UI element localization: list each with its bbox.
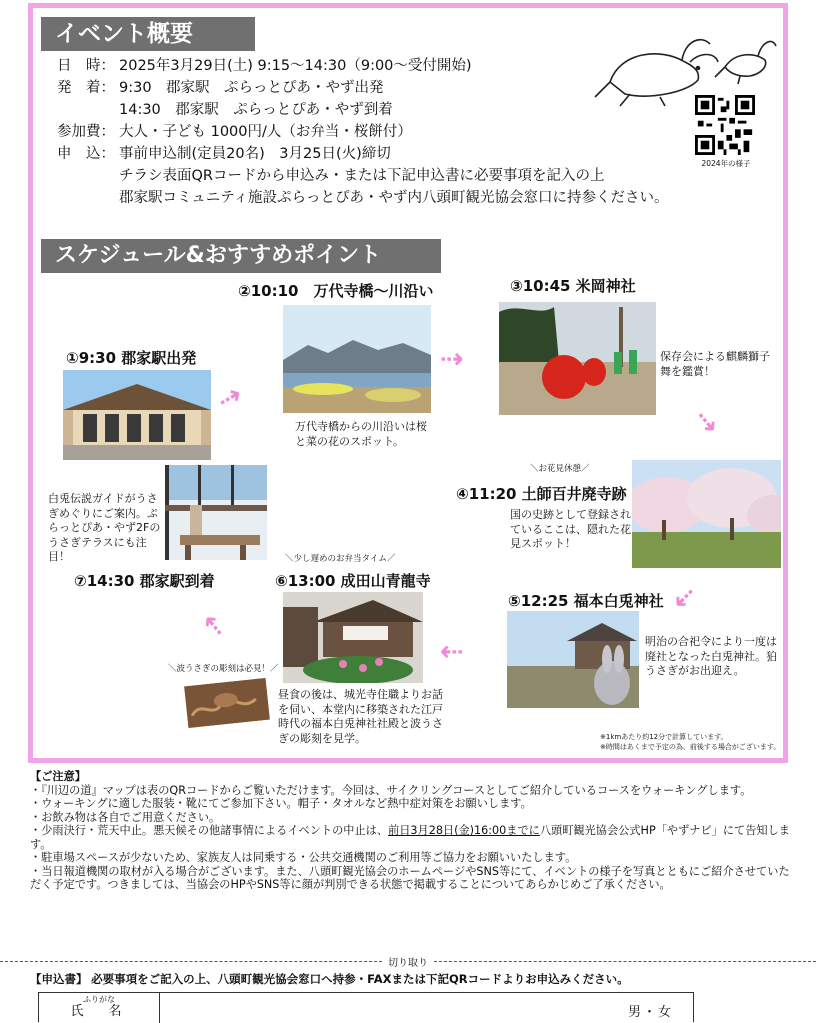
arrow-5-to-6: ⇢ — [440, 636, 464, 669]
application-label: 【申込書】 — [30, 972, 88, 986]
name-label-cell — [39, 993, 160, 1023]
step-4-title: ④11:20 土師百井廃寺跡 — [456, 485, 627, 503]
cut-label: 切り取り — [382, 954, 434, 969]
arrow-2-to-3: ⇢ — [440, 342, 464, 375]
rabbit-shrine-photo — [507, 611, 639, 708]
note-4: ・少雨決行・荒天中止。悪天候その他諸事情によるイベントの中止は、前日3月28日(金)16:00までに八頭町観光協会公式HP「やずナビ」にて告知します。 — [30, 824, 790, 851]
qr-code[interactable] — [695, 95, 755, 155]
sex-selector[interactable]: 男・女 — [627, 1005, 673, 1020]
footnote-2: ※時間はあくまで予定の為、前後する場合がございます。 — [600, 743, 781, 751]
step-5-title: ⑤12:25 福本白兎神社 — [508, 592, 664, 610]
arrival-row: 14:30 郡家駅 ぷらっとぴあ・やず到着 — [119, 102, 393, 118]
wave-rabbit-carving-photo — [184, 678, 270, 728]
temple-photo — [283, 592, 423, 683]
cut-line — [0, 955, 816, 967]
departure-row: 発 着： 9:30 郡家駅 ぷらっとぴあ・やず出発 — [57, 80, 384, 96]
step-7-title: ⑦14:30 郡家駅到着 — [74, 572, 215, 590]
step-6-desc: 昼食の後は、城光寺住職よりお話を伺い、本堂内に移築された江戸時代の福本白兎神社社殿と波うさぎの彫刻を見学。 — [278, 688, 443, 745]
note-5: ・駐車場スペースが少ないため、家族友人は同乗する・公共交通機関のご利用等ご協力をお願いいたします。 — [30, 851, 577, 864]
apply-row: 申 込： 事前申込制(定員20名) 3月25日(火)締切 — [57, 146, 391, 162]
step-3-title: ③10:45 米岡神社 — [510, 277, 636, 295]
date-row: 日 時： 2025年3月29日(土) 9:15〜14:30（9:00〜受付開始) — [57, 58, 472, 74]
shrine-dance-photo — [499, 302, 656, 415]
name-field[interactable] — [160, 993, 613, 1023]
footnote-1: ※1kmあたり約12分で計算しています。 — [600, 733, 728, 741]
step-1-title: ①9:30 郡家駅出発 — [66, 349, 197, 367]
step-3-desc: 保存会による麒麟獅子舞を鑑賞！ — [660, 350, 770, 378]
step-2-title: ②10:10 万代寺橋〜川沿い — [238, 282, 434, 300]
river-photo — [283, 305, 431, 413]
fee-row: 参加費： 大人・子ども 1000円/人（お弁当・桜餅付） — [57, 124, 412, 140]
application-text: 必要事項をご記入の上、八頭町観光協会窓口へ持参・FAXまたは下記QRコードよりお申込みください。 — [91, 972, 629, 986]
application-heading — [30, 971, 629, 987]
arrow-6-to-7: ⇢ — [193, 606, 234, 646]
apply-line-2: チラシ表面QRコードから申込み・または下記申込書に必要事項を記入の上 — [119, 168, 605, 184]
event-info — [57, 55, 669, 209]
step-7-desc: 白兎伝説ガイドがうさぎめぐりにご案内。ぷらっとぴあ・やず2Fのうさぎテラスにも注目！ — [48, 492, 161, 563]
event-overview-header: イベント概要 — [41, 17, 255, 51]
arrow-4-to-5: ⇢ — [665, 578, 706, 619]
apply-line-3: 郡家駅コミュニティ施設ぷらっとぴあ・やず内八頭町観光協会窓口に持参ください。 — [119, 190, 669, 206]
wave-rabbit-tag: ＼波うさぎの彫刻は必見！／ — [168, 664, 279, 674]
notes-heading: 【ご注意】 — [30, 770, 86, 783]
step-6-title: ⑥13:00 成田山青龍寺 — [275, 572, 431, 590]
step-6-tag: ＼少し遅めのお弁当タイム／ — [285, 554, 396, 564]
cherry-blossom-photo — [632, 460, 781, 568]
step-5-desc: 明治の合祀令により一度は廃社となった白兎神社。狛うさぎがお出迎え。 — [645, 635, 777, 677]
notes-section — [30, 770, 790, 892]
name-label: 氏 名 — [70, 1004, 128, 1019]
rabbit-terrace-photo — [165, 465, 267, 560]
note-1: ・『川辺の道』マップは表のQRコードからご覧いただけます。今回は、サイクリングコースとしてご紹介しているコースをウォーキングします。 — [30, 783, 752, 797]
step-4-desc: 国の史跡として登録されているここは、隠れた花見スポット！ — [510, 508, 631, 550]
application-form — [38, 992, 694, 1022]
note-3: ・お飲み物は各自でご用意ください。 — [30, 810, 221, 824]
arrow-3-to-4: ⇢ — [686, 402, 728, 442]
note-6: ・当日報道機関の取材が入る場合がございます。また、八頭町観光協会のホームページやSNS等にて、イベントの様子を写真とともにご紹介させていただく予定です。つきましては、当協会のHPやSNS等に顔が判別できる状態で掲載することについてあらかじめご了承ください。 — [30, 864, 790, 891]
step-2-desc: 万代寺橋からの川沿いは桜と菜の花のスポット。 — [295, 420, 427, 448]
note-4-deadline: 前日3月28日(金)16:00までに — [388, 824, 540, 837]
step-4-tag: ＼お花見休憩／ — [530, 464, 590, 474]
note-2: ・ウォーキングに適した服装・靴にてご参加下さい。帽子・タオルなど熱中症対策をお願いします。 — [30, 797, 532, 810]
station-photo — [63, 370, 211, 460]
qr-caption: 2024年の様子 — [701, 159, 751, 168]
schedule-header: スケジュール&おすすめポイント — [41, 239, 441, 273]
arrow-1-to-2: ⇢ — [211, 377, 248, 418]
furigana-label: ふりがな — [83, 995, 115, 1004]
